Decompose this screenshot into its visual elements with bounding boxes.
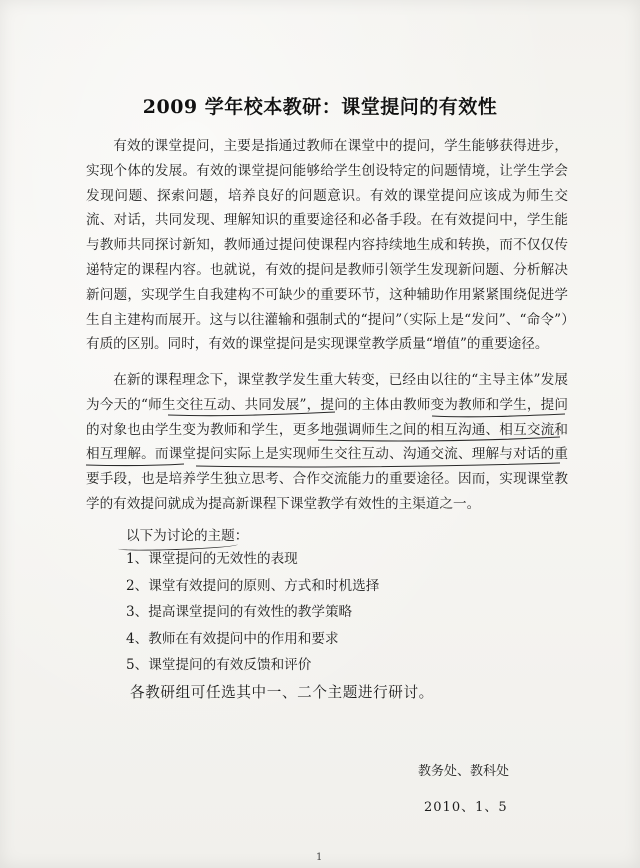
document-title: 2009 学年校本教研：课堂提问的有效性 <box>142 96 498 118</box>
signature-departments: 教务处、教科处 <box>418 764 510 779</box>
page-number: 1 <box>316 852 323 863</box>
topics-heading: 以下为讨论的主题： <box>126 528 249 544</box>
topic-item-5: 5、课堂提问的有效反馈和评价 <box>126 657 312 674</box>
paragraph-1: 有效的课堂提问，主要是指通过教师在课堂中的提问，学生能够获得进步，实现个体的发展。有效的课堂提问能够给学生创设特定的问题情境，让学生学会发现问题、探索问题，培养良好的问题意识。有效的课堂提问应该成为师生交流、对话，共同发现、理解知识的重要途径和必备手段。在有效提问中，学生能与教师共同探讨新知，教师通过提问使课程内容持续地生成和转换，而不仅仅传递特定的课程内容。也就说，有效的提问是教师引领学生发现新问题、分析解决新问题，实现学生自我建构不可缺少的重要环节，这种辅助作用紧紧围绕促进学生自主建构而展开。这与以往灌输和强制式的“提问”（实际上是“发问”、“命令”）有质的区别。同时，有效的课堂提问是实现课堂教学质量“增值”的重要途径。 <box>86 138 568 353</box>
topic-list <box>126 546 379 679</box>
topic-item-3: 3、提高课堂提问的有效性的教学策略 <box>126 604 353 621</box>
topic-item-1: 1、课堂提问的无效性的表现 <box>126 551 298 567</box>
topic-item-2: 2、课堂有效提问的原则、方式和时机选择 <box>126 577 380 594</box>
signature-date: 2010、1、5 <box>424 800 508 815</box>
closing-note: 各教研组可任选其中一、二个主题进行研讨。 <box>130 684 434 701</box>
topic-item-4: 4、教师在有效提问中的作用和要求 <box>126 630 339 647</box>
paragraph-2: 在新的课程理念下，课堂教学发生重大转变，已经由以往的“主导主体”发展为今天的“师生交往互动、共同发展”，提问的主体由教师变为教师和学生，提问的对象也由学生变为教师和学生，更多地强调师生之间的相互沟通、相互交流和相互理解。而课堂提问实际上是实现师生交往互动、沟通交流、理解与对话的重要手段，也是培养学生独立思考、合作交流能力的重要途径。因而，实现课堂教学的有效提问就成为提高新课程下课堂教学有效性的主渠道之一。 <box>86 372 568 512</box>
